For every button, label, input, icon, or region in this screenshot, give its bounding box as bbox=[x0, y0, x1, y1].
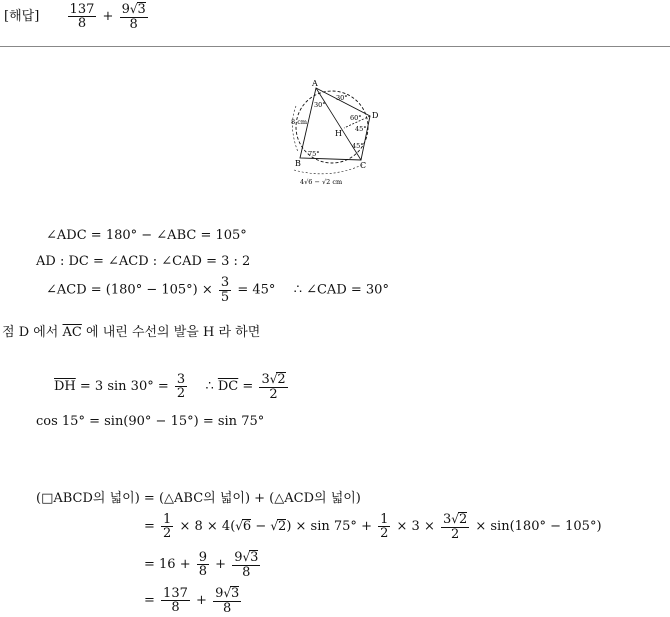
equation-cos15: cos 15° = sin(90° − 15°) = sin 75° bbox=[36, 414, 265, 429]
area-line-3: = 16 + $\frac{9}{8}$ + $\frac{9√3}{8}$ bbox=[144, 549, 259, 580]
bc-brace bbox=[294, 164, 364, 174]
area-line-4: = $\frac{137}{8}$ + $\frac{9√3}{8}$ bbox=[144, 585, 240, 616]
angle-a1: 30° bbox=[314, 101, 326, 109]
angle-c: 45° bbox=[352, 142, 364, 150]
fraction-9root3-8: $\frac{9√3}{8}$ bbox=[121, 2, 146, 32]
label-ab: 8 cm bbox=[291, 118, 308, 126]
answer-header: [해답] $\frac{137}{8}$ + $\frac{9√3}{8}$ bbox=[4, 1, 146, 32]
angle-d1: 60° bbox=[350, 114, 362, 122]
label-a: A bbox=[312, 79, 318, 88]
angle-b: 75° bbox=[308, 150, 320, 158]
fraction-137-8: $\frac{137}{8}$ bbox=[69, 1, 95, 32]
equation-arc-ratio: AD : DC = ∠ACD : ∠CAD = 3 : 2 bbox=[36, 254, 251, 269]
angle-d2: 45° bbox=[355, 125, 367, 133]
label-b: B bbox=[295, 159, 301, 168]
divider bbox=[0, 46, 670, 47]
geometry-diagram bbox=[282, 76, 392, 191]
label-h: H bbox=[335, 129, 342, 138]
label-bc: 4√6 − √2 cm bbox=[300, 178, 343, 186]
label-d: D bbox=[372, 111, 379, 120]
equation-dh-dc: $\overline{DH} = 3$ sin 30° = $\frac{3}{2}$ ∴ $\overline{DC}$ = $\frac{3√2}{2}$ bbox=[54, 371, 286, 402]
area-line-2: = $\frac{1}{2}$ × 8 × 4(√6 − √2) × sin 75° + $\frac{1}{2}$ × 3 × $\frac{3√2}{2}$ × sin(180° − 105°) bbox=[144, 511, 602, 542]
equation-adc: ∠ADC = 180° − ∠ABC = 105° bbox=[46, 228, 247, 243]
perpendicular-sentence: 점 D 에서 $\overline{AC}$ 에 내린 수선의 발을 H 라 하면 bbox=[2, 325, 261, 340]
angle-a2: 30° bbox=[336, 94, 348, 102]
label-c: C bbox=[360, 161, 367, 170]
segment-ac: $\overline{AC}$ bbox=[62, 325, 82, 340]
equation-acd: ∠ACD = (180° − 105°) × $\frac{3}{5}$ = 45° ∴ ∠CAD = 30° bbox=[46, 275, 389, 305]
area-lhs: (□ABCD의 넓이) = (△ABC의 넓이) + (△ACD의 넓이) bbox=[36, 491, 361, 506]
answer-label: [해답] bbox=[4, 9, 40, 25]
ab-brace bbox=[292, 106, 298, 152]
